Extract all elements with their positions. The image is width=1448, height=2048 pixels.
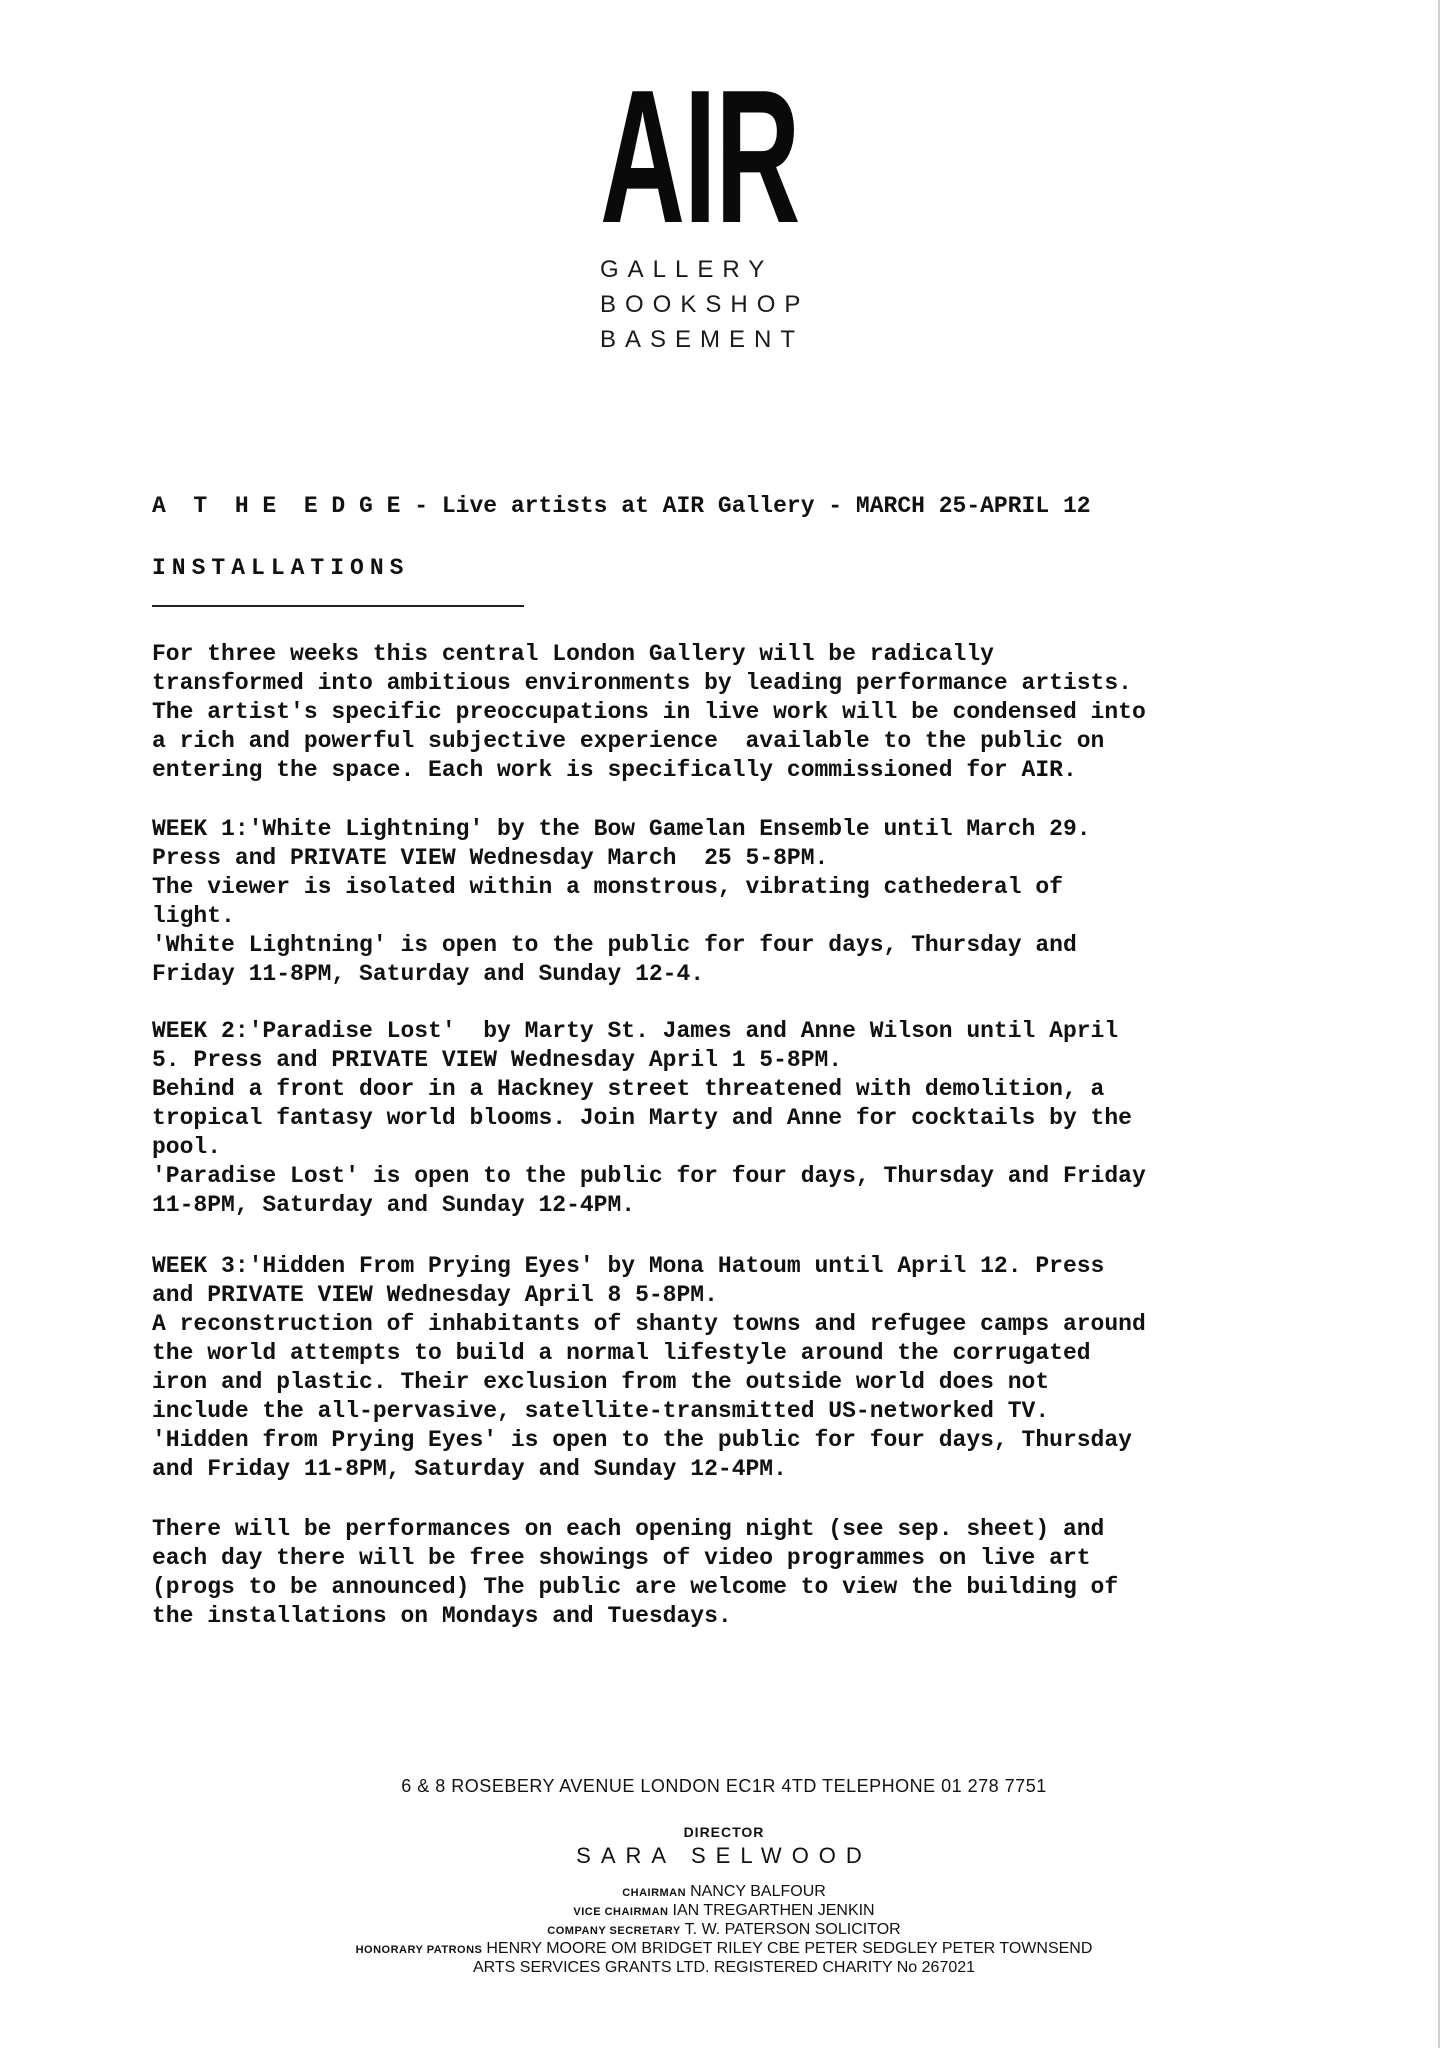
- week1-paragraph: [152, 815, 1091, 989]
- week2-paragraph: [152, 1017, 1146, 1220]
- page-edge: [1438, 0, 1440, 2048]
- text-line: 'White Lightning' is open to the public for four days, Thursday and: [152, 932, 1077, 958]
- air-logo: AIR: [600, 51, 800, 263]
- text-line: 5. Press and PRIVATE VIEW Wednesday April 1 5-8PM.: [152, 1047, 843, 1073]
- letterhead-gallery: GALLERY: [600, 256, 774, 283]
- text-line: 'Hidden from Prying Eyes' is open to the public for four days, Thursday: [152, 1427, 1132, 1453]
- letterhead-basement: BASEMENT: [600, 326, 805, 353]
- vice-chairman-name: IAN TREGARTHEN JENKIN: [672, 1902, 875, 1919]
- text-line: transformed into ambitious environments by leading performance artists.: [152, 670, 1132, 696]
- text-line: 11-8PM, Saturday and Sunday 12-4PM.: [152, 1192, 636, 1218]
- text-line: (progs to be announced) The public are welcome to view the building of: [152, 1574, 1119, 1600]
- text-line: the world attempts to build a normal lifestyle around the corrugated: [152, 1340, 1091, 1366]
- vice-chairman-line: [0, 1902, 1448, 1920]
- patrons-line: [0, 1940, 1448, 1958]
- text-line: For three weeks this central London Gallery will be radically: [152, 641, 994, 667]
- director-label: DIRECTOR: [683, 1824, 765, 1840]
- text-line: There will be performances on each opening night (see sep. sheet) and: [152, 1516, 1105, 1542]
- text-line: WEEK 3:'Hidden From Prying Eyes' by Mona Hatoum until April 12. Press: [152, 1253, 1105, 1279]
- closing-paragraph: [152, 1515, 1118, 1631]
- secretary-name: T. W. PATERSON SOLICITOR: [684, 1921, 901, 1938]
- intro-paragraph: [152, 640, 1146, 785]
- patrons-names: HENRY MOORE OM BRIDGET RILEY CBE PETER SEDGLEY PETER TOWNSEND: [486, 1940, 1093, 1957]
- text-line: Press and PRIVATE VIEW Wednesday March 25 5-8PM.: [152, 845, 829, 871]
- week3-paragraph: [152, 1252, 1146, 1484]
- text-line: Behind a front door in a Hackney street threatened with demolition, a: [152, 1076, 1105, 1102]
- text-line: pool.: [152, 1134, 222, 1160]
- headline: A T H E E D G E - Live artists at AIR Gallery - MARCH 25-APRIL 12: [152, 493, 1091, 519]
- text-line: WEEK 2:'Paradise Lost' by Marty St. James and Anne Wilson until April: [152, 1018, 1119, 1044]
- text-line: The artist's specific preoccupations in live work will be condensed into: [152, 699, 1146, 725]
- text-line: include the all-pervasive, satellite-transmitted US-networked TV.: [152, 1398, 1050, 1424]
- text-line: Friday 11-8PM, Saturday and Sunday 12-4.: [152, 961, 705, 987]
- chairman-label: CHAIRMAN: [622, 1887, 687, 1899]
- chairman-name: NANCY BALFOUR: [690, 1883, 826, 1900]
- secretary-line: [0, 1921, 1448, 1939]
- chairman-line: [0, 1883, 1448, 1901]
- text-line: a rich and powerful subjective experience available to the public on: [152, 728, 1105, 754]
- text-line: 'Paradise Lost' is open to the public for four days, Thursday and Friday: [152, 1163, 1146, 1189]
- text-line: WEEK 1:'White Lightning' by the Bow Gamelan Ensemble until March 29.: [152, 816, 1091, 842]
- director-name: SARA SELWOOD: [576, 1843, 872, 1868]
- charity-line: ARTS SERVICES GRANTS LTD. REGISTERED CHARITY No 267021: [472, 1959, 976, 1976]
- text-line: entering the space. Each work is specifically commissioned for AIR.: [152, 757, 1077, 783]
- text-line: the installations on Mondays and Tuesdays.: [152, 1603, 732, 1629]
- text-line: iron and plastic. Their exclusion from the outside world does not: [152, 1369, 1050, 1395]
- section-title: INSTALLATIONS: [152, 555, 410, 581]
- text-line: and PRIVATE VIEW Wednesday April 8 5-8PM.: [152, 1282, 718, 1308]
- text-line: The viewer is isolated within a monstrous, vibrating cathederal of: [152, 874, 1063, 900]
- letterhead-bookshop: BOOKSHOP: [600, 291, 810, 318]
- title-underline: [152, 605, 524, 607]
- text-line: and Friday 11-8PM, Saturday and Sunday 12-4PM.: [152, 1456, 787, 1482]
- patrons-label: HONORARY PATRONS: [355, 1944, 483, 1956]
- text-line: light.: [152, 903, 235, 929]
- text-line: tropical fantasy world blooms. Join Marty and Anne for cocktails by the: [152, 1105, 1132, 1131]
- text-line: A reconstruction of inhabitants of shanty towns and refugee camps around: [152, 1311, 1146, 1337]
- footer-address: 6 & 8 ROSEBERY AVENUE LONDON EC1R 4TD TELEPHONE 01 278 7751: [401, 1776, 1047, 1796]
- vice-chairman-label: VICE CHAIRMAN: [573, 1906, 669, 1918]
- secretary-label: COMPANY SECRETARY: [547, 1925, 681, 1937]
- text-line: each day there will be free showings of video programmes on live art: [152, 1545, 1091, 1571]
